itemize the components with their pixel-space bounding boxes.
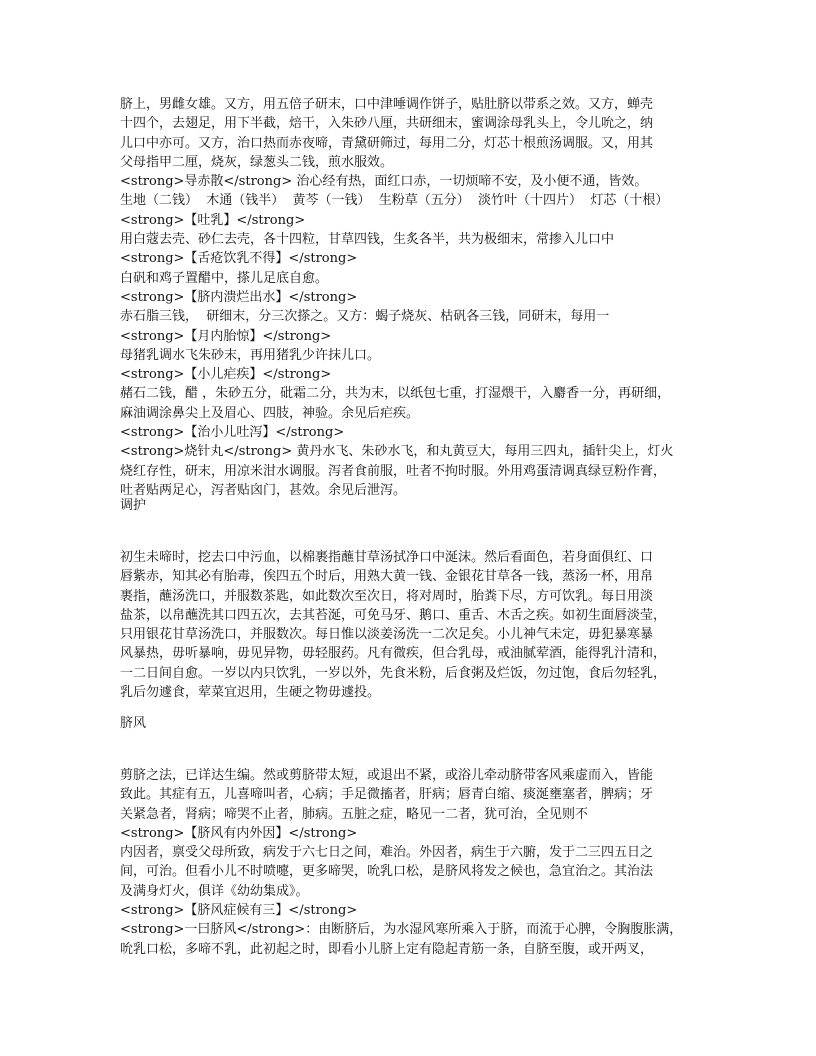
text-line: 剪脐之法，已详达生编。然或剪脐带太短，或退出不紧，或浴儿牵动脐带客风乘虚而入，皆能	[120, 768, 654, 783]
text-block-tiaohu	[120, 548, 700, 702]
text-line: 唇紫赤，知其必有胎毒，俟四五个时后，用熟大黄一钱、金银花甘草各一钱，蒸汤一杯，用帛	[120, 569, 654, 585]
text-line: 赤石脂三钱， 研细末，分三次搽之。又方：蝎子烧灰、枯矾各三钱，同研末，每用一	[120, 309, 610, 325]
text-line: 烧红存性，研末，用凉米泔水调服。泻者食前服，吐者不拘时服。外用鸡蛋清调真绿豆粉作膏，	[120, 463, 667, 479]
text-line: 只用银花甘草汤洗口，并服数次。每日惟以淡姜汤洗一二次足矣。小儿神气未定，毋犯暴寒暴	[120, 627, 654, 643]
text-line: 内因者，禀受父母所致，病发于六七日之间，难治。外因者，病生于六腑，发于二三四五日之	[120, 845, 654, 861]
text-line: 初生未啼时，挖去口中污血，以棉裹指蘸甘草汤拭净口中涎沫。然后看面色，若身面俱红、口	[120, 550, 654, 565]
text-line: 母猪乳调水飞朱砂末，再用猪乳少许抹儿口。	[120, 347, 381, 363]
text-line: 脐上，男雌女雄。又方，用五倍子研末，口中津唾调作饼子，贴肚脐以带系之效。又方，蝉壳	[120, 97, 654, 112]
text-block-qifeng	[120, 766, 700, 959]
text-line: 及满身灯火，俱详《幼幼集成》。	[120, 883, 309, 899]
text-line: <strong>【治小儿吐泻】</strong>	[120, 425, 345, 441]
text-line: 用白蔻去壳、砂仁去壳，各十四粒，甘草四钱，生炙各半，共为极细末，常掺入儿口中	[120, 232, 615, 248]
text-line: <strong>【月内胎惊】</strong>	[120, 328, 332, 344]
text-line: 吮乳口松，多啼不乳，此初起之时，即看小儿脐上定有隐起青筋一条，自脐至腹，或开两叉，	[120, 941, 654, 957]
text-line: <strong>【舌疮饮乳不得】</strong>	[120, 251, 358, 267]
text-line: 白矾和鸡子置醋中，搽儿足底自愈。	[120, 270, 329, 286]
section-heading-tiaohu: 调护	[120, 498, 147, 513]
text-block-formulas	[120, 95, 700, 500]
text-line: 麻油调涂鼻尖上及眉心、四肢，神验。余见后疟疾。	[120, 405, 420, 421]
text-line: 吐者贴两足心，泻者贴囟门，甚效。余见后泄泻。	[120, 482, 407, 498]
text-line: <strong>【脐风症候有三】</strong>	[120, 903, 358, 919]
section-heading-qifeng: 脐风	[120, 716, 147, 731]
text-line: <strong>导赤散</strong> 治心经有热，面红口赤，一切烦啼不安，及小便不通，皆效。	[120, 174, 648, 190]
text-line: 儿口中亦可。又方，治口热而赤夜啼，青黛研筛过，每用二分，灯芯十根煎汤调服。又，用其	[120, 135, 654, 151]
text-line: 盐茶，以帛蘸洗其口四五次，去其苔涎，可免马牙、鹅口、重舌、木舌之疾。如初生面唇淡莹，	[120, 607, 667, 623]
text-line: 生地（二钱） 木通（钱半） 黄芩（一钱） 生粉草（五分） 淡竹叶（十四片） 灯芯（十根）	[120, 193, 669, 209]
text-line: 赭石二钱，醋 ，朱砂五分，砒霜二分，共为末，以纸包七重，打湿煨干，入麝香一分，再研细，	[120, 386, 671, 402]
text-line: 关紧急者，肾病；啼哭不止者，肺病。五脏之症，略见一二者，犹可治，全见则不	[120, 806, 589, 822]
text-line: 十四个，去翅足，用下半截，焙干，入朱砂八厘，共研细末，蜜调涂母乳头上，令儿吮之，纳	[120, 116, 654, 132]
text-line: 风暴热，毋听暴响，毋见异物，毋轻服药。凡有微疾，但合乳母，戒油腻荤酒，能得乳汁清和，	[120, 646, 667, 662]
text-line: 父母指甲二厘，烧灰，绿葱头二钱，煎水服效。	[120, 154, 394, 170]
text-line: 乳后勿遽食，荤菜宜迟用，生硬之物毋遽投。	[120, 685, 381, 701]
text-line: <strong>【脐风有内外因】</strong>	[120, 825, 358, 841]
text-line: <strong>一曰脐风</strong>：由断脐后，为水湿风寒所乘入于脐，而流于心脾，令胸腹胀满，	[120, 922, 683, 938]
text-line: 裹指，蘸汤洗口，并服数茶匙，如此数次至次日，将对周时，胎粪下尽，方可饮乳。每日用淡	[120, 588, 654, 604]
text-line: 一二日间自愈。一岁以内只饮乳，一岁以外，先食米粉，后食粥及烂饭，勿过饱，食后勿轻乳，	[120, 665, 667, 681]
text-line: <strong>【吐乳】</strong>	[120, 212, 306, 228]
text-line: <strong>【脐内溃烂出水】</strong>	[120, 289, 358, 305]
text-line: <strong>【小儿疟疾】</strong>	[120, 367, 332, 383]
text-line: 间，可治。但看小儿不时喷嚏，更多啼哭，吮乳口松，是脐风将发之候也，急宜治之。其治法	[120, 864, 654, 880]
text-line: 致此。其症有五，儿喜啼叫者，心病；手足微搐者，肝病；唇青白缩、痰涎壅塞者，脾病；牙	[120, 787, 654, 803]
text-line: <strong>烧针丸</strong> 黄丹水飞、朱砂水飞，和丸黄豆大，每用三四丸，插针尖上，灯火	[120, 444, 674, 460]
